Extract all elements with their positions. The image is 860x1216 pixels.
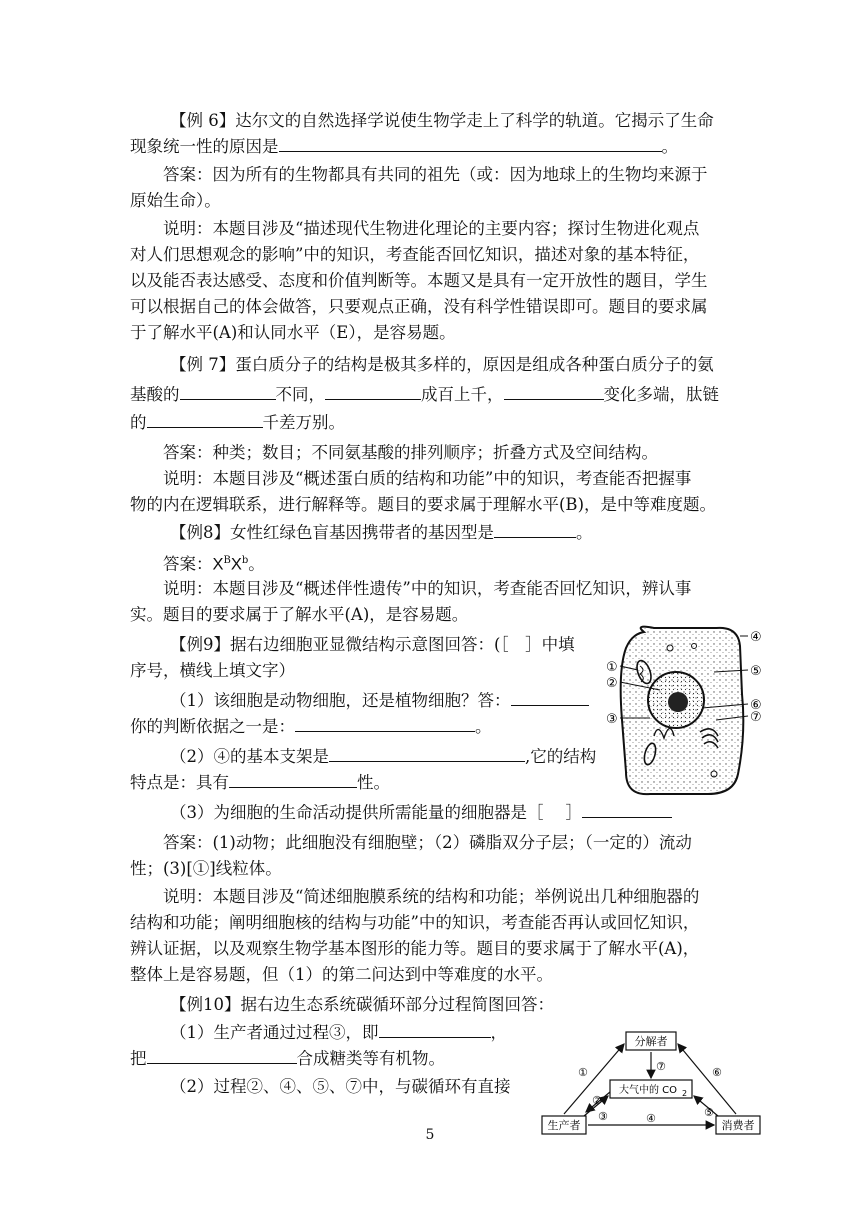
ex7-explanation-line1: 说明：本题目涉及“概述蛋白质的结构和功能”中的知识，考查能否把握事 — [163, 469, 692, 488]
co2-label: 大气中的 CO — [618, 1085, 678, 1096]
ex9-sub3-bracket: ］ — [565, 803, 582, 822]
ex9-sub2-end: 性。 — [357, 773, 390, 792]
ex8-question-end: 。 — [576, 523, 593, 542]
label-3: ③ — [606, 712, 618, 727]
ex9-sub2-line1 — [170, 744, 596, 770]
ex6-answer-line1: 答案：因为所有的生物都具有共同的祖先（或：因为地球上的生物均来源于 — [163, 165, 708, 184]
ex6-question-end: 。 — [661, 137, 678, 156]
ex9-sub1-text: （1）该细胞是动物细胞，还是植物细胞？答： — [170, 691, 511, 710]
ex9-answer-line2: 性；(3)[①]线粒体。 — [130, 859, 282, 878]
ex7-text-d: 变化多端，肽链 — [603, 385, 719, 404]
ex9-explanation-line3: 辨认证据，以及观察生物学基本图形的能力等。题目的要求属于了解水平(A)， — [130, 939, 700, 958]
ex8-explanation-line1: 说明：本题目涉及“概述伴性遗传”中的知识，考查能否回忆知识，辨认事 — [163, 579, 692, 598]
ex9-sub2-text3: 特点是：具有 — [130, 773, 229, 792]
co2-subscript: 2 — [682, 1089, 688, 1098]
ex10-sub1-end: 合成糖类等有机物。 — [296, 1049, 445, 1068]
consumer-label: 消费者 — [721, 1119, 755, 1132]
ex7-explanation-line2: 物的内在逻辑联系，进行解释等。题目的要求属于理解水平(B)，是中等难度题。 — [130, 495, 716, 514]
ex8-answer — [163, 548, 265, 578]
ex10-question: 【例10】据右边生态系统碳循环部分过程简图回答： — [170, 995, 554, 1014]
ex9-sub3-text: （3）为细胞的生命活动提供所需能量的细胞器是［ — [170, 803, 544, 822]
ex7-question-line1: 【例 7】蛋白质分子的结构是极其多样的，原因是组成各种蛋白质分子的氨 — [170, 355, 714, 374]
ex10-sub1-text2: 把 — [130, 1049, 147, 1068]
process-3: ③ — [598, 1110, 608, 1123]
ex9-explanation-line2: 结构和功能；阐明细胞核的结构与功能”中的知识，考查能否再认或回忆知识， — [130, 913, 700, 932]
ex10-sub1-blank1 — [379, 1020, 491, 1038]
producer-label: 生产者 — [547, 1119, 581, 1132]
ex9-sub2-blank1 — [329, 744, 525, 762]
ex7-answer: 答案：种类；数目；不同氨基酸的排列顺序；折叠方式及空间结构。 — [163, 443, 658, 462]
ex9-sub3 — [170, 800, 672, 826]
label-6: ⑥ — [750, 698, 762, 713]
ex7-blank-2 — [325, 382, 421, 400]
ex8-explanation-line2: 实。题目的要求属于了解水平(A)，是容易题。 — [130, 605, 469, 624]
ex9-sub1-end: 。 — [475, 717, 492, 736]
ex7-text-b: 不同， — [275, 385, 325, 404]
carbon-cycle-figure — [536, 1026, 768, 1140]
label-7: ⑦ — [750, 710, 762, 725]
ex9-sub2-text2: ,它的结构 — [525, 747, 597, 766]
ex9-sub3-blank — [582, 800, 672, 818]
ex8-question-text: 【例8】女性红绿色盲基因携带者的基因型是 — [170, 523, 494, 542]
ex8-genotype-x1: X — [212, 555, 224, 574]
page-number: 5 — [425, 1127, 435, 1143]
ex8-answer-blank — [494, 520, 576, 538]
nucleolus — [668, 692, 688, 712]
ex9-answer-line1: 答案：(1)动物；此细胞没有细胞壁；（2）磷脂双分子层；（一定的）流动 — [163, 833, 692, 852]
ex7-text-f: 千差万别。 — [262, 413, 345, 432]
process-2: ② — [592, 1094, 602, 1107]
ex9-sub1-blank1 — [511, 688, 589, 706]
ex6-answer-blank — [279, 134, 662, 152]
ex7-text-c: 成百上千， — [421, 385, 504, 404]
ex7-text-a: 基酸的 — [130, 385, 180, 404]
label-5: ⑤ — [750, 664, 762, 679]
arrow-6 — [678, 1044, 736, 1114]
ex6-explanation-line4: 可以根据自己的体会做答，只要观点正确，没有科学性错误即可。题目的要求属 — [130, 297, 708, 316]
ex7-question-line2 — [130, 382, 719, 408]
ex9-sub1-text2: 你的判断依据之一是： — [130, 717, 295, 736]
ex6-answer-line2: 原始生命）。 — [130, 191, 221, 210]
ex10-sub1-comma: ， — [490, 1023, 507, 1042]
ex9-explanation-line4: 整体上是容易题，但（1）的第二问达到中等难度的水平。 — [130, 965, 553, 984]
decomposer-label: 分解者 — [634, 1035, 668, 1048]
ex10-sub1-line1 — [170, 1020, 507, 1046]
ex6-question-text: 现象统一性的原因是 — [130, 137, 279, 156]
ex8-allele-b-upper: B — [223, 555, 231, 566]
label-4: ④ — [750, 630, 762, 645]
process-7: ⑦ — [656, 1060, 666, 1073]
ex10-sub1-line2 — [130, 1046, 445, 1072]
ex10-sub2: （2）过程②、④、⑤、⑦中，与碳循环有直接 — [170, 1077, 511, 1096]
process-6: ⑥ — [712, 1066, 722, 1079]
ex9-sub2-line2 — [130, 770, 390, 796]
ex9-question-line1: 【例9】据右边细胞亚显微结构示意图回答：(［ ］中填 — [170, 635, 575, 654]
process-4: ④ — [646, 1112, 656, 1125]
ex9-sub2-text: （2）④的基本支架是 — [170, 747, 329, 766]
ex8-allele-b-lower: b — [241, 555, 249, 566]
ex6-question-line1: 【例 6】达尔文的自然选择学说使生物学走上了科学的轨道。它揭示了生命 — [170, 111, 714, 130]
cell-ultrastructure-figure — [604, 624, 764, 800]
ex7-blank-3 — [504, 382, 604, 400]
ex8-answer-end: 。 — [248, 554, 265, 574]
ex9-sub1-line1 — [170, 688, 589, 714]
ex6-explanation-line1: 说明：本题目涉及“描述现代生物进化理论的主要内容；探讨生物进化观点 — [163, 219, 700, 238]
ex8-question — [170, 520, 593, 546]
ex6-explanation-line3: 以及能否表达感受、态度和价值判断等。本题又是具有一定开放性的题目，学生 — [130, 271, 708, 290]
process-5: ⑤ — [704, 1106, 714, 1119]
ex9-explanation-line1: 说明：本题目涉及“简述细胞膜系统的结构和功能；举例说出几种细胞器的 — [163, 887, 700, 906]
ex9-sub1-blank2 — [295, 714, 475, 732]
ex10-sub1-text: （1）生产者通过过程③，即 — [170, 1023, 379, 1042]
ex7-blank-4 — [147, 410, 263, 428]
ex7-text-e: 的 — [130, 413, 147, 432]
ex8-answer-prefix: 答案： — [163, 554, 213, 574]
ex7-blank-1 — [180, 382, 276, 400]
process-1: ① — [578, 1066, 588, 1079]
label-2: ② — [606, 676, 618, 691]
ex9-sub1-line2 — [130, 714, 492, 740]
ex6-question-line2 — [130, 134, 678, 160]
ex9-sub2-blank2 — [229, 770, 357, 788]
ex8-genotype-x2: X — [230, 555, 242, 574]
ex10-sub1-blank2 — [147, 1046, 297, 1064]
label-1: ① — [606, 660, 618, 675]
ex6-explanation-line2: 对人们思想观念的影响”中的知识，考查能否回忆知识，描述对象的基本特征， — [130, 245, 700, 264]
ex7-question-line3 — [130, 410, 345, 436]
ex6-explanation-line5: 于了解水平(A)和认同水平（E），是容易题。 — [130, 323, 456, 342]
ex9-question-line2: 序号，横线上填文字） — [130, 661, 295, 680]
